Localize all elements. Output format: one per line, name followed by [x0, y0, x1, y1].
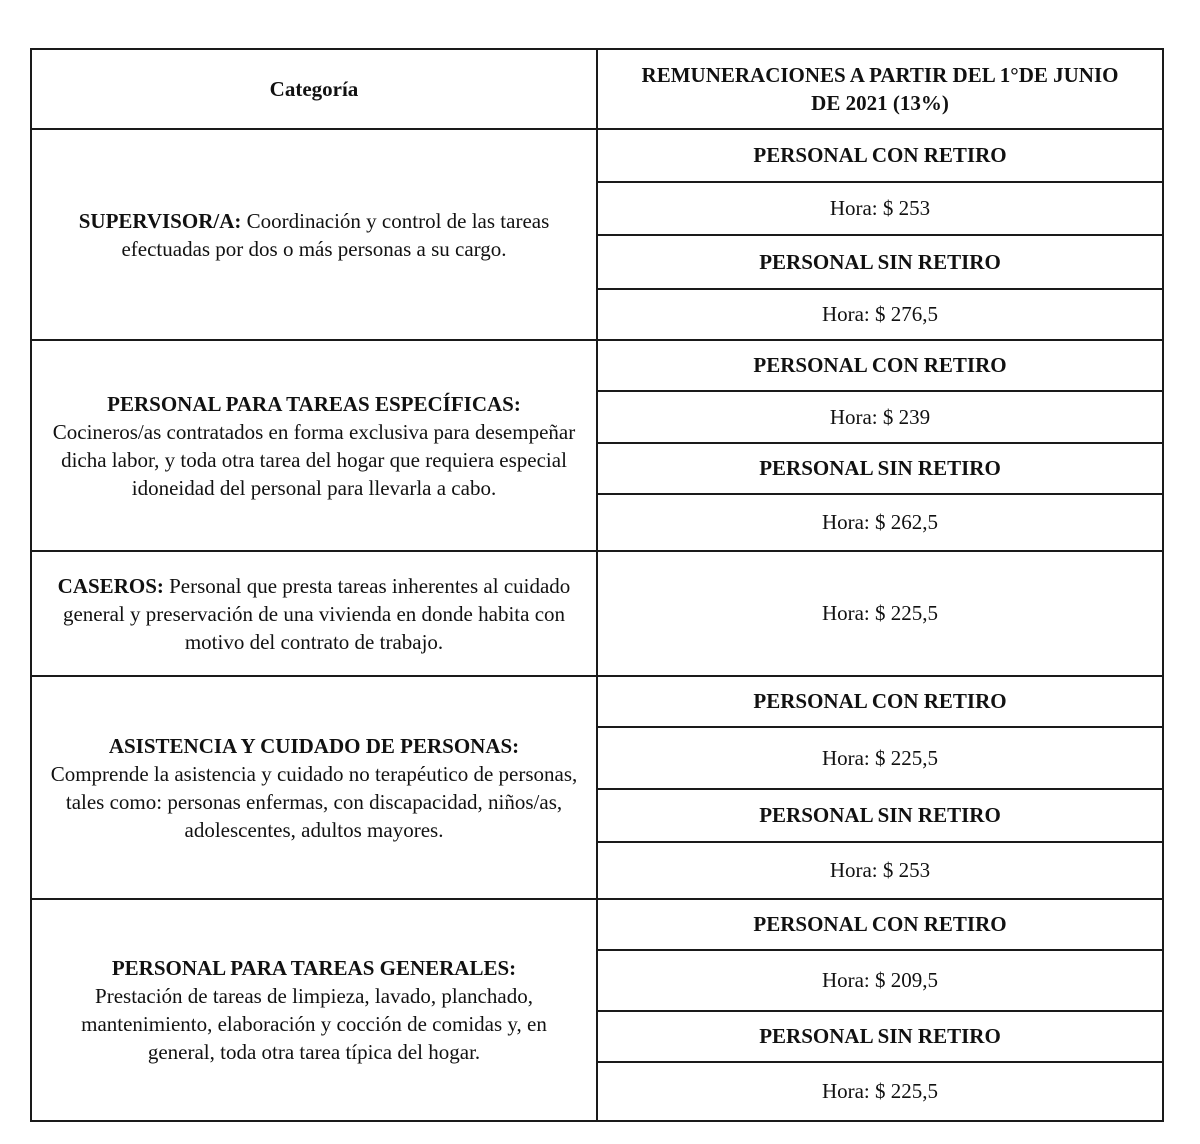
category-description: Personal que presta tareas inherentes al cuidado general y preservación de una vivienda en donde habita con motivo del contrato de trabajo.: [62, 573, 571, 654]
con-retiro-value: Hora: $ 239: [597, 391, 1163, 443]
sin-retiro-label: PERSONAL SIN RETIRO: [597, 1011, 1163, 1062]
sin-retiro-value: Hora: $ 262,5: [597, 494, 1163, 551]
category-cell-tareas-generales: [31, 899, 597, 1121]
category-description: Prestación de tareas de limpieza, lavado, planchado, mantenimiento, elaboración y cocción de comidas y, en general, toda otra tarea típica del hogar.: [81, 984, 547, 1064]
category-title: SUPERVISOR/A:: [78, 208, 242, 233]
table-row: [31, 676, 1163, 727]
con-retiro-label: PERSONAL CON RETIRO: [597, 899, 1163, 950]
con-retiro-value: Hora: $ 225,5: [597, 727, 1163, 789]
category-description: Comprende la asistencia y cuidado no terapéutico de personas, tales como: personas enfermas, con discapacidad, niños/as, adolescentes, adultos mayores.: [50, 761, 578, 842]
sin-retiro-label: PERSONAL SIN RETIRO: [597, 443, 1163, 494]
con-retiro-label: PERSONAL CON RETIRO: [597, 129, 1163, 182]
remuneration-table: [30, 48, 1164, 1122]
caseros-value: Hora: $ 225,5: [597, 551, 1163, 676]
sin-retiro-value: Hora: $ 253: [597, 842, 1163, 899]
sin-retiro-label: PERSONAL SIN RETIRO: [597, 235, 1163, 289]
category-description: Cocineros/as contratados en forma exclusiva para desempeñar dicha labor, y toda otra tarea del hogar que requiera especial idoneidad del personal para llevarla a cabo.: [52, 419, 576, 500]
sin-retiro-value: Hora: $ 225,5: [597, 1062, 1163, 1121]
category-cell-asistencia-cuidado: [31, 676, 597, 899]
category-title: PERSONAL PARA TAREAS ESPECÍFICAS:: [107, 391, 521, 416]
category-cell-tareas-especificas: [31, 340, 597, 551]
category-cell-supervisor: [31, 129, 597, 340]
header-category: Categoría: [31, 49, 597, 129]
sin-retiro-label: PERSONAL SIN RETIRO: [597, 789, 1163, 842]
con-retiro-label: PERSONAL CON RETIRO: [597, 676, 1163, 727]
sin-retiro-value: Hora: $ 276,5: [597, 289, 1163, 340]
table-header-row: [31, 49, 1163, 129]
category-description: Coordinación y control de las tareas efectuadas por dos o más personas a su cargo.: [121, 208, 550, 261]
con-retiro-value: Hora: $ 253: [597, 182, 1163, 235]
con-retiro-label: PERSONAL CON RETIRO: [597, 340, 1163, 391]
category-cell-caseros: [31, 551, 597, 676]
table-row: [31, 899, 1163, 950]
table-row: [31, 129, 1163, 182]
table-row: [31, 551, 1163, 676]
category-title: CASEROS:: [57, 573, 164, 598]
header-remuneration: REMUNERACIONES A PARTIR DEL 1°DE JUNIO DE 2021 (13%): [597, 49, 1163, 129]
category-title: ASISTENCIA Y CUIDADO DE PERSONAS:: [108, 733, 520, 758]
con-retiro-value: Hora: $ 209,5: [597, 950, 1163, 1011]
table-row: [31, 340, 1163, 391]
category-title: PERSONAL PARA TAREAS GENERALES:: [111, 956, 517, 980]
